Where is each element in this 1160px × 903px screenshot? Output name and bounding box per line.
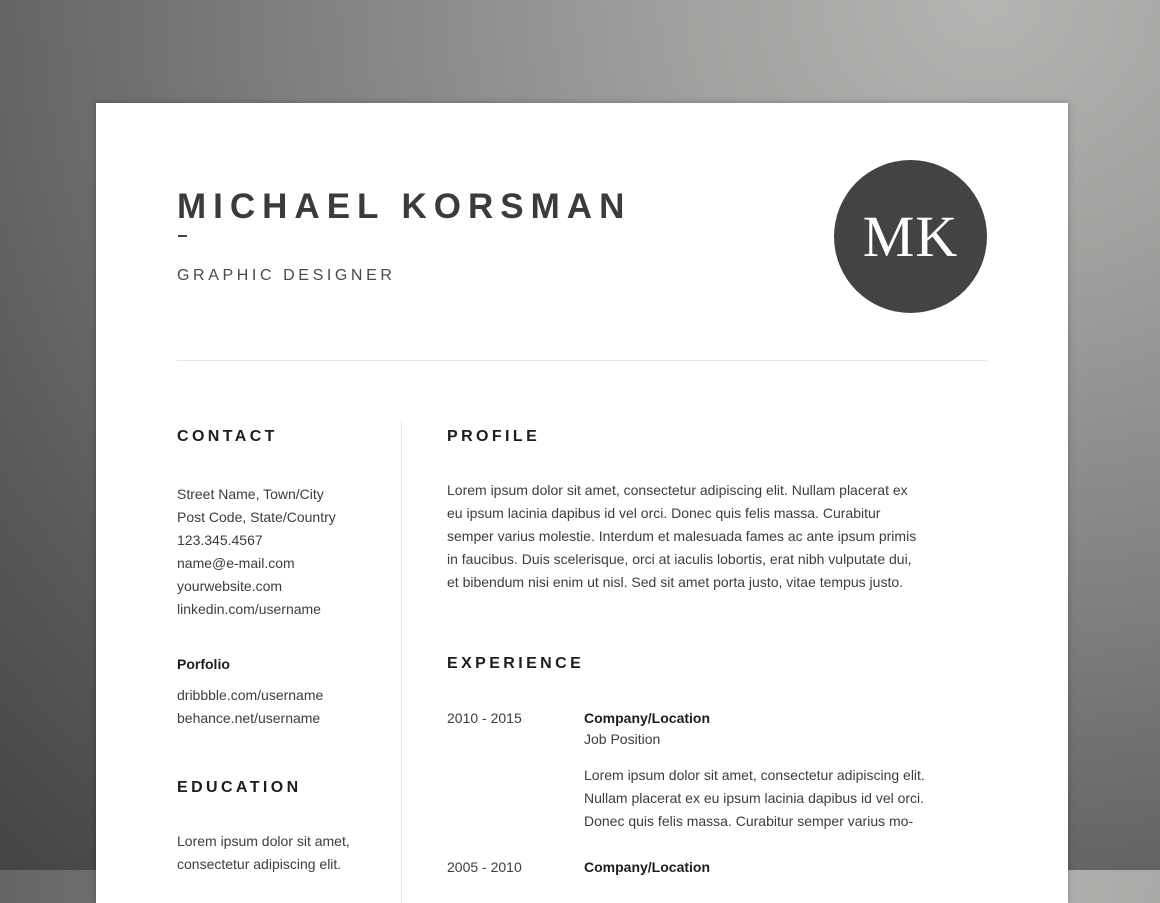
resume-page: [96, 103, 1068, 903]
experience-heading: EXPERIENCE: [447, 655, 585, 672]
experience-description-line: Nullam placerat ex eu ipsum lacinia dapibus id vel orci.: [584, 790, 925, 806]
experience-description-line: Donec quis felis massa. Curabitur semper varius mo-: [584, 813, 914, 829]
experience-description: [584, 764, 925, 833]
name-divider-dash: [178, 235, 187, 237]
monogram-badge: [834, 160, 987, 313]
portfolio-behance: behance.net/username: [177, 710, 321, 726]
education-line: consectetur adipiscing elit.: [177, 856, 342, 872]
profile-line: in faucibus. Duis scelerisque, orci at iaculis lobortis, erat nibh vulputate dui,: [447, 551, 912, 567]
portfolio-dribbble: dribbble.com/username: [177, 687, 324, 703]
contact-details: [177, 483, 336, 621]
experience-description-line: Lorem ipsum dolor sit amet, consectetur adipiscing elit.: [584, 767, 925, 783]
contact-postcode-line: Post Code, State/Country: [177, 509, 336, 525]
profile-line: Lorem ipsum dolor sit amet, consectetur adipiscing elit. Nullam placerat ex: [447, 482, 908, 498]
monogram-text: MK: [862, 204, 959, 269]
profile-line: eu ipsum lacinia dapibus id vel orci. Donec quis felis massa. Curabitur: [447, 505, 881, 521]
portfolio-links: [177, 684, 323, 730]
experience-company: Company/Location: [584, 710, 711, 726]
contact-address-line: Street Name, Town/City: [177, 486, 324, 502]
header-divider: [177, 360, 987, 361]
contact-linkedin: linkedin.com/username: [177, 601, 321, 617]
contact-phone: 123.345.4567: [177, 532, 263, 548]
profile-text: [447, 479, 916, 594]
education-heading: EDUCATION: [177, 779, 302, 796]
profile-line: et bibendum nisi enim ut nisl. Sed sit amet porta justo, vitae tempus justo.: [447, 574, 904, 590]
contact-website: yourwebsite.com: [177, 578, 283, 594]
candidate-name: MICHAEL KORSMAN: [177, 187, 632, 226]
contact-email: name@e-mail.com: [177, 555, 295, 571]
experience-position: Job Position: [584, 731, 661, 747]
profile-line: semper varius molestie. Interdum et malesuada fames ac ante ipsum primis: [447, 528, 917, 544]
experience-years: 2010 - 2015: [447, 710, 522, 726]
profile-heading: PROFILE: [447, 428, 541, 445]
job-title: GRAPHIC DESIGNER: [177, 267, 396, 284]
portfolio-heading: Porfolio: [177, 656, 230, 672]
contact-heading: CONTACT: [177, 428, 278, 445]
experience-company: Company/Location: [584, 859, 711, 875]
experience-years: 2005 - 2010: [447, 859, 522, 875]
education-line: Lorem ipsum dolor sit amet,: [177, 833, 350, 849]
column-divider: [401, 420, 402, 903]
education-text: [177, 830, 350, 876]
